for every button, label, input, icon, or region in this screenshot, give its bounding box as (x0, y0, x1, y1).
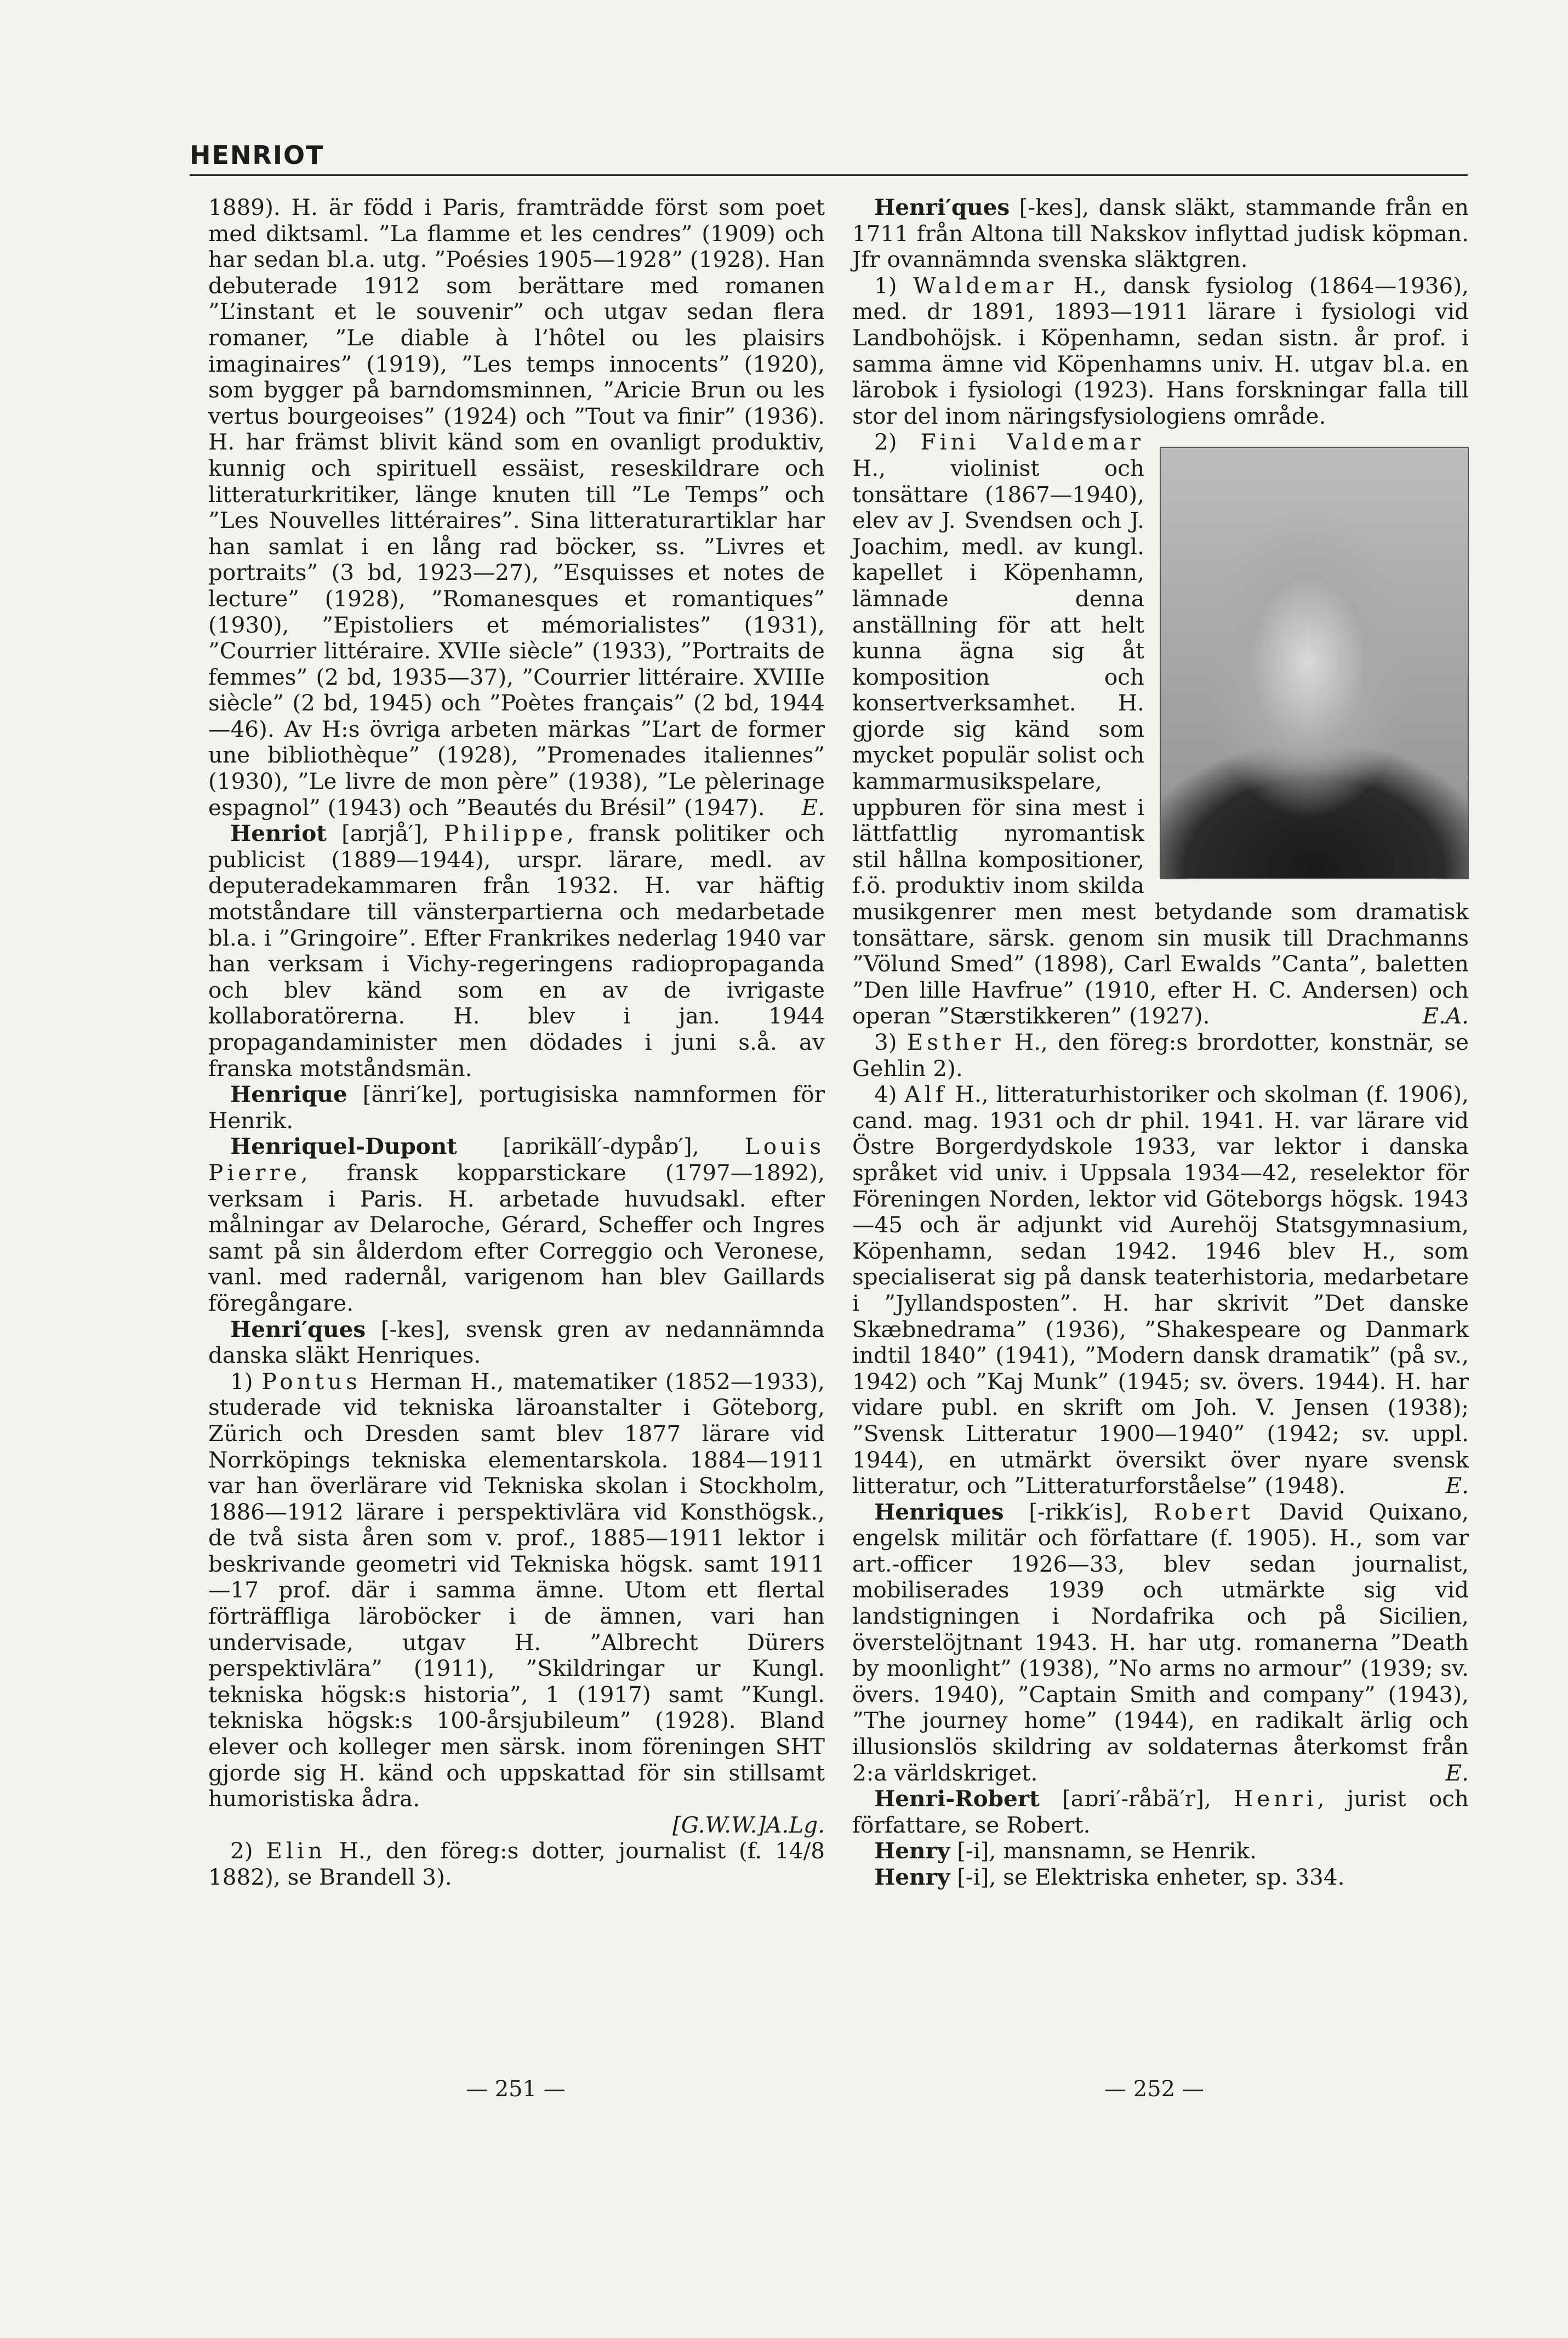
entry-pontus: 1) Pontus Herman H., matematiker (1852—1933), studerade vid tekniska läroanstalter i Göteborg, Zürich och Dresden samt blev 1877 lärare vid Norrköpings tekniska elementarskola. 1884—1911 var han överlärare vid Tekniska skolan i Stockholm, 1886—1912 lärare i perspektivlära vid Konsthögsk., de två sista åren som v. prof., 1885—1911 lektor i beskrivande geometri vid Tekniska högsk. samt 1911—17 prof. där i samma ämne. Utom ett flertal förträffliga läroböcker i de ämnen, vari han undervisade, utgav H. ”Albrecht Dürers perspektivlära” (1911), ”Skildringar ur Kungl. tekniska högsk:s historia”, 1 (1917) samt ”Kungl. tekniska högsk:s 100-årsjubileum” (1928). Bland elever och kolleger men särsk. inom föreningen SHT gjorde sig H. känd och uppskattad för sin stillsamt humoristiska ådra. (208, 1368, 825, 1812)
headword: Henriot (230, 820, 327, 847)
first-name: Robert (1154, 1498, 1254, 1525)
entry-henriquel-dupont: Henriquel-Dupont [aɒrikäll′-dypåɒ′], Louis Pierre, fransk kopparstickare (1797—1892), verksam i Paris. H. arbetade huvudsakl. efter målningar av Delaroche, Gérard, Scheffer och Ingres samt på sin ålderdom efter Correggio och Veronese, vanl. med radernål, varigenom han blev Gaillards föregångare. (208, 1133, 825, 1316)
first-name: Waldemar (913, 272, 1058, 299)
signature: [G.W.W.]A.Lg. (672, 1811, 825, 1838)
first-name: Fini Valdemar (920, 429, 1144, 456)
entry-henri-robert: Henri-Robert [aɒri′-råbä′r], Henri, jurist och författare, se Robert. (852, 1785, 1469, 1838)
page-number-right: — 252 — (1104, 2077, 1204, 2102)
headword: Henriques (874, 1498, 1004, 1525)
signature: E. (1445, 1759, 1469, 1786)
headword: Henri′ques (230, 1316, 366, 1342)
entry-elin: 2) Elin H., den föreg:s dotter, journalist (f. 14/8 1882), se Brandell 3). (208, 1838, 825, 1890)
first-name: Louis Pierre (208, 1133, 825, 1186)
running-head: HENRIOT (190, 140, 324, 170)
portrait-photo (1160, 447, 1469, 879)
entry-fini-valdemar: 2) Fini Valdemar H., violinist och tonsättare (1867—1940), elev av J. Svendsen och J. Joachim, medl. av kungl. kapellet i Köpenhamn, lämnade denna anställning för att helt kunna ägna sig åt komposition och konsertverksamhet. H. gjorde sig känd som mycket populär solist och kammarmusikspelare, uppburen för sina mest i lättfattlig nyromantisk stil hållna kompositioner, f.ö. produktiv inom skilda musikgenrer men mest betydande som dramatisk tonsättare, särsk. genom sin musik till Drachmanns ”Völund Smed” (1898), Carl Ewalds ”Canta”, baletten ”Den lille Havfrue” (1910, efter H. C. Andersen) och operan ”Stærstikkeren” (1927). E.A. (852, 429, 1469, 1029)
entry-henriques-swedish: Henri′ques [-kes], svensk gren av nedannämnda danska släkt Henriques. (208, 1316, 825, 1369)
first-name: Elin (266, 1838, 326, 1864)
headword: Henrique (230, 1081, 347, 1108)
entry-continuation: 1889). H. är född i Paris, framträdde först som poet med diktsaml. ”La flamme et les cendres” (1909) och har sedan bl.a. utg. ”Poésies 1905—1928” (1928). Han debuterade 1912 som berättare med romanen ”L’instant et le souvenir” och utgav sedan flera romaner, ”Le diable à l’hôtel ou les plaisirs imaginaires” (1919), ”Les temps innocents” (1920), som bygger på barndomsminnen, ”Aricie Brun ou les vertus bourgeoises” (1924) och ”Tout va finir” (1936). H. har främst blivit känd som en ovanligt produktiv, kunnig och spirituell essäist, reseskildrare och litteraturkritiker, länge knuten till ”Le Temps” och ”Les Nouvelles littéraires”. Sina litteraturartiklar har han samlat i en lång rad böcker, ss. ”Livres et portraits” (3 bd, 1923—27), ”Esquisses et notes de lecture” (1928), ”Romanesques et romantiques” (1930), ”Epistoliers et mémorialistes” (1931), ”Courrier littéraire. XVIIe siècle” (1933), ”Portraits de femmes” (2 bd, 1935—37), ”Courrier littéraire. XVIIIe siècle” (2 bd, 1945) och ”Poètes français” (2 bd, 1944—46). Av H:s övriga arbeten märkas ”L’art de former une bibliothèque” (1928), ”Promenades italiennes” (1930), ”Le livre de mon père” (1938), ”Le pèlerinage espagnol” (1943) och ”Beautés du Brésil” (1947). E. (208, 194, 825, 821)
headword: Henry (874, 1864, 950, 1890)
right-column (852, 195, 1469, 1891)
headword: Henri-Robert (874, 1785, 1040, 1812)
headword: Henri′ques (874, 194, 1010, 220)
first-name: Philippe (444, 820, 567, 847)
entry-henrique: Henrique [änri′ke], portugisiska namnformen för Henrik. (208, 1081, 825, 1134)
signature: E. (1445, 1472, 1469, 1499)
headword: Henry (874, 1838, 950, 1864)
headword: Henriquel-Dupont (230, 1133, 457, 1160)
header-rule (190, 174, 1468, 176)
entry-henriques-robert: Henriques [-rikk′is], Robert David Quixano, engelsk militär och författare (f. 1905). H., som var art.-officer 1926—33, blev sedan journalist, mobiliserades 1939 och utmärkte sig vid landstigningen i Nordafrika och på Sicilien, överstelöjtnant 1943. H. har utg. romanerna ”Death by moonlight” (1938), ”No arms no armour” (1939; sv. övers. 1940), ”Captain Smith and company” (1943), ”The journey home” (1944), en radikalt ärlig och illusionslös skildring av soldaternas återkomst från 2:a världskriget. E. (852, 1498, 1469, 1786)
first-name: Esther (906, 1029, 1005, 1055)
entry-henry-unit: Henry [-i], se Elektriska enheter, sp. 334. (874, 1864, 1345, 1890)
left-column (208, 195, 825, 1891)
first-name: Alf (904, 1081, 948, 1108)
entry-esther: 3) Esther H., den föreg:s brordotter, konstnär, se Gehlin 2). (852, 1029, 1469, 1082)
signature: E.A. (1422, 1003, 1469, 1029)
entry-waldemar: 1) Waldemar H., dansk fysiolog (1864—1936), med. dr 1891, 1893—1911 lärare i fysiologi vid Landbohöjsk. i Köpenhamn, sedan sistn. år prof. i samma ämne vid Köpenhamns univ. H. utgav bl.a. en lärobok i fysiologi (1923). Hans forskningar falla till stor del inom näringsfysiologiens område. (852, 272, 1469, 429)
signature: E. (801, 794, 825, 821)
entry-henriot-philippe: Henriot [aɒrjå′], Philippe, fransk politiker och publicist (1889—1944), urspr. lärare, medl. av deputeradekammaren från 1932. H. var häftig motståndare till vänsterpartierna och medarbetade bl.a. i ”Gringoire”. Efter Frankrikes nederlag 1940 var han verksam i Vichy-regeringens radiopropaganda och blev känd som en av de ivrigaste kollaboratörerna. H. blev i jan. 1944 propagandaminister men dödades i juni s.å. av franska motståndsmän. (208, 820, 825, 1082)
first-name: Henri (1233, 1785, 1318, 1812)
entry-henriques-danish: Henri′ques [-kes], dansk släkt, stammande från en 1711 från Altona till Nakskov inflyttad judisk köpman. Jfr ovannämnda svenska släktgren. (852, 194, 1469, 273)
page-number-left: — 251 — (466, 2077, 566, 2102)
entry-alf: 4) Alf H., litteraturhistoriker och skolman (f. 1906), cand. mag. 1931 och dr phil. 1941. H. var lärare vid Östre Borgerdydskole 1933, var lektor i danska språket vid univ. i Uppsala 1934—42, reselektor för Föreningen Norden, lektor vid Göteborgs högsk. 1943—45 och är adjunkt vid Aurehöj Statsgymnasium, Köpenhamn, sedan 1942. 1946 blev H., som specialiserat sig på dansk teaterhistoria, medarbetare i ”Jyllandsposten”. H. har skrivit ”Det danske Skæbnedrama” (1936), ”Shakespeare og Danmark indtil 1840” (1941), ”Modern dansk dramatik” (på sv., 1942) och ”Kaj Munk” (1945; sv. övers. 1944). H. har vidare publ. en skrift om Joh. V. Jensen (1938); ”Svensk Litteratur 1900—1940” (1942; sv. uppl. 1944), en utmärkt översikt över nyare svensk litteratur, och ”Litteraturforståelse” (1948). E. (852, 1081, 1469, 1499)
entry-henry-name: Henry [-i], mansnamn, se Henrik. (874, 1838, 1257, 1864)
first-name: Pontus (261, 1368, 361, 1395)
